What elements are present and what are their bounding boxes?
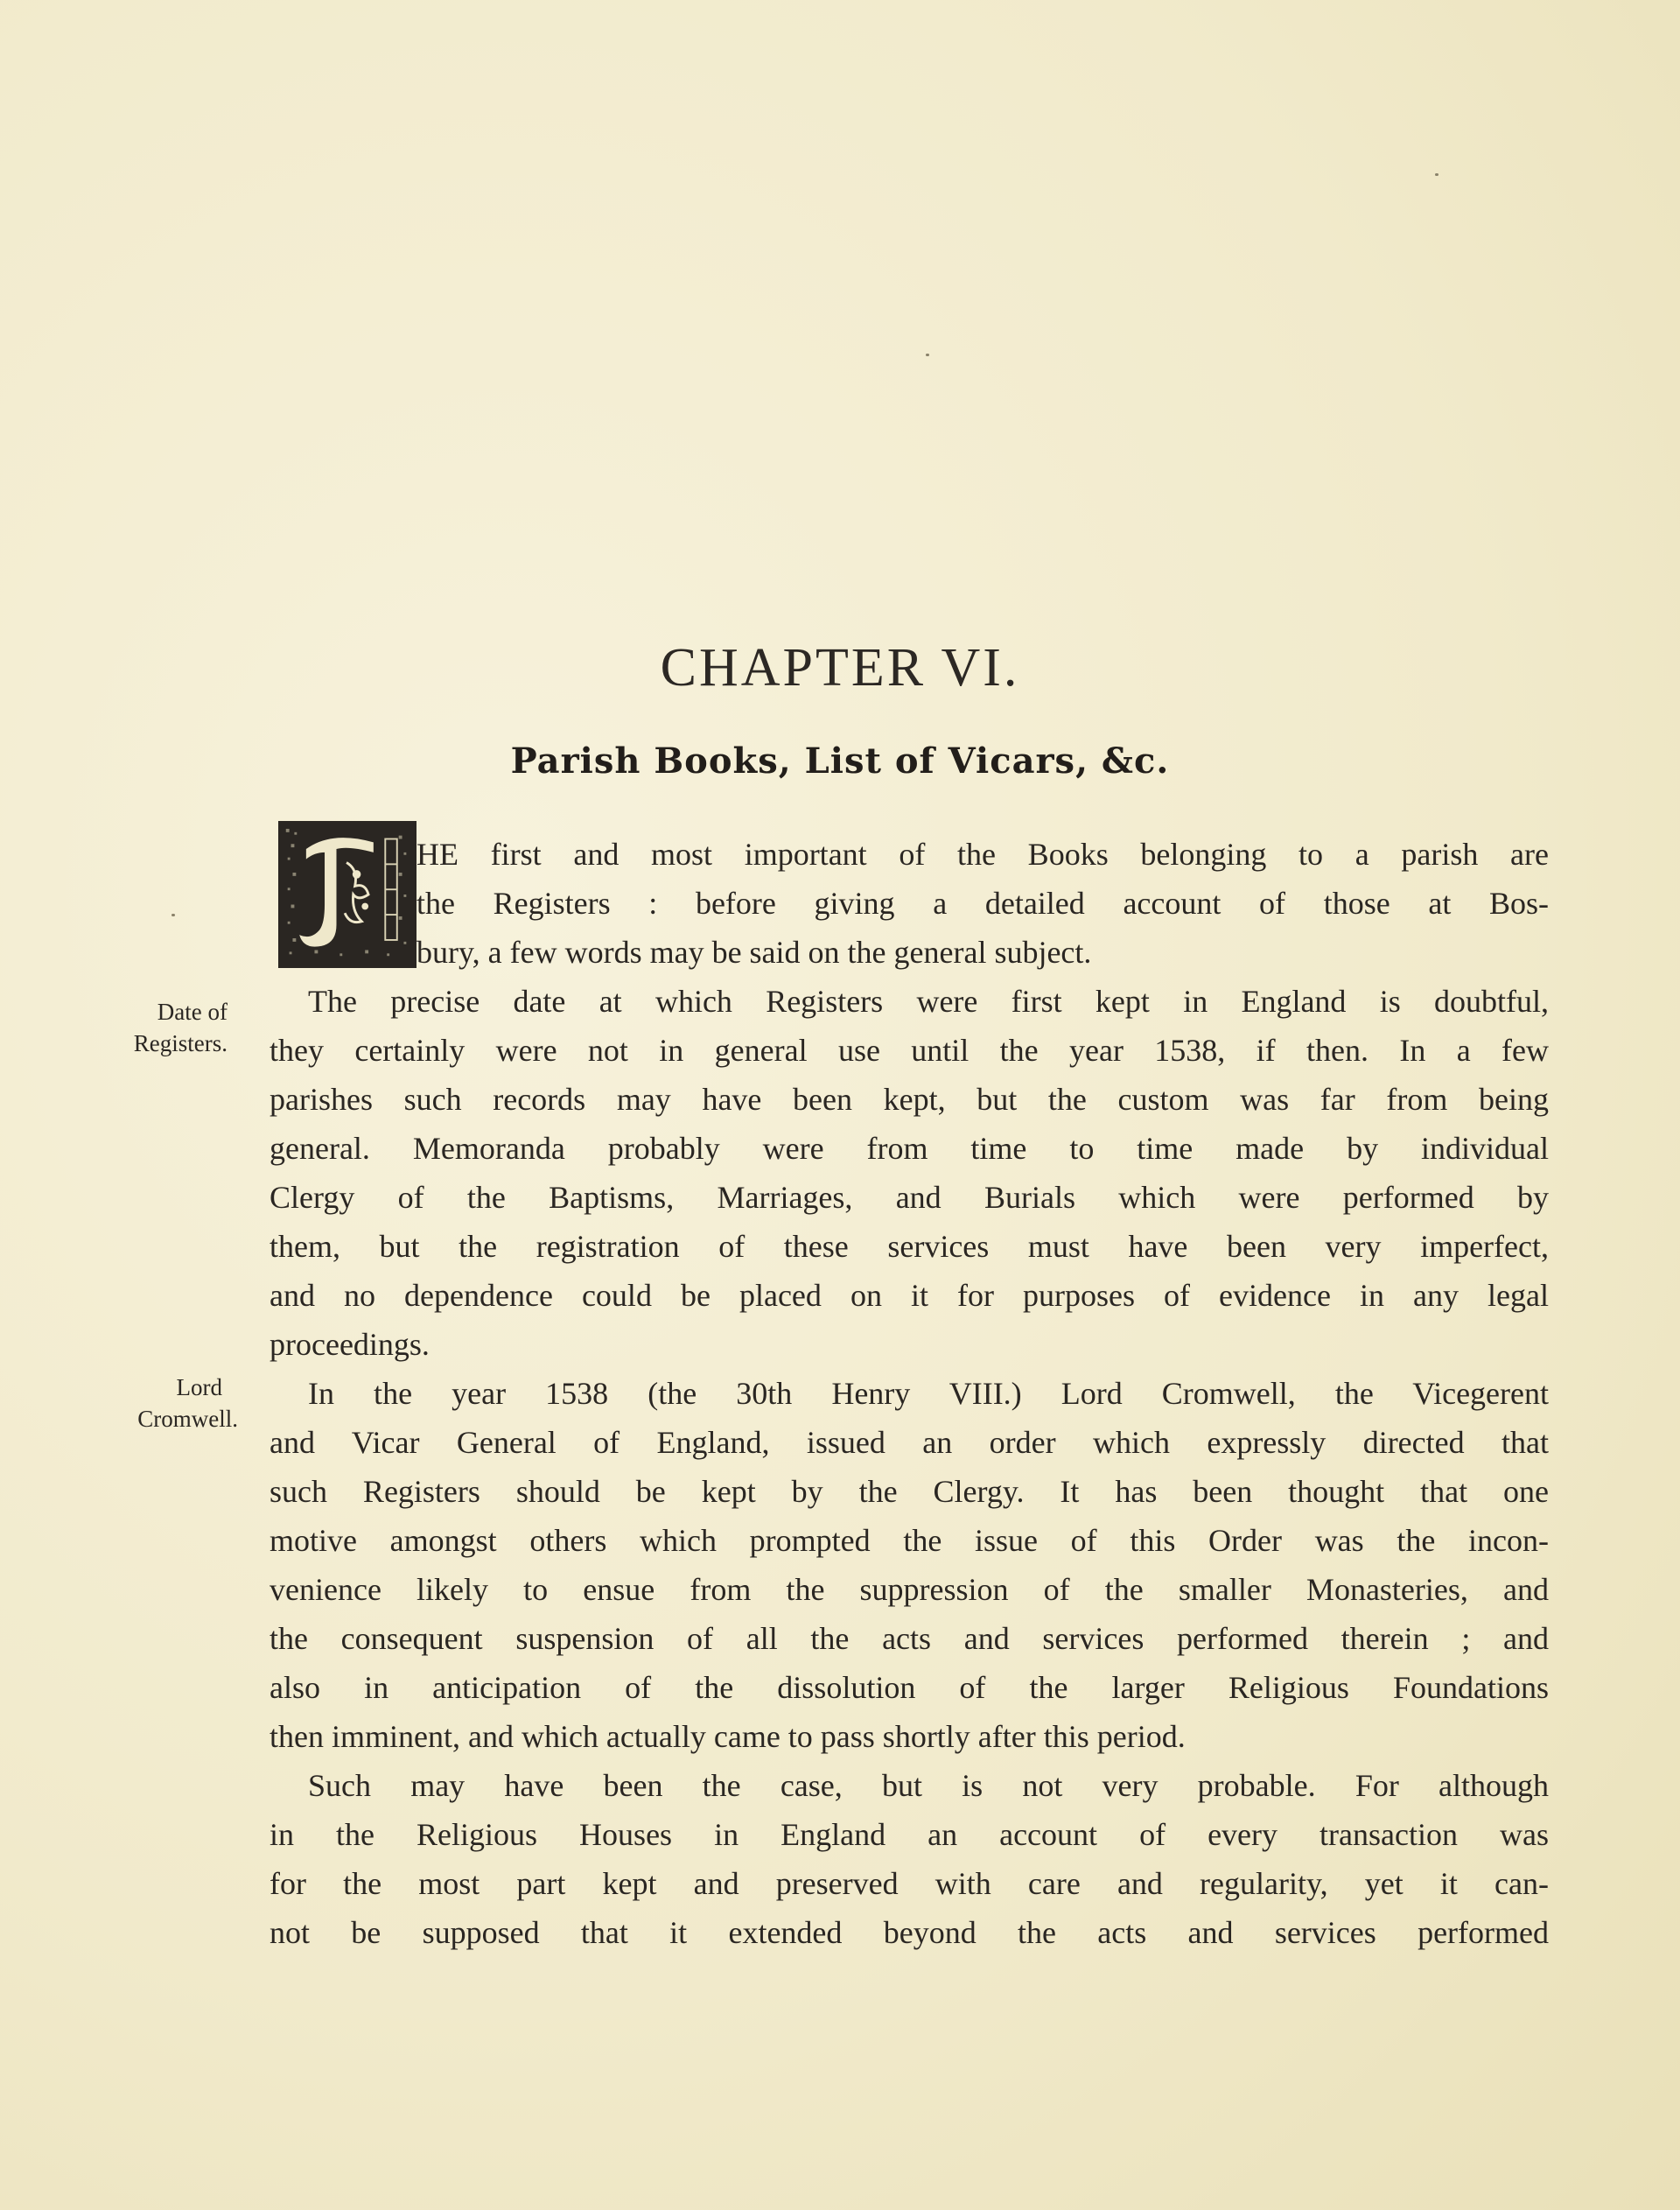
text-line: parishes such records may have been kept, but the custom was far from being bbox=[270, 1082, 1549, 1117]
text-line: for the most part kept and preserved with care and regularity, yet it can- bbox=[270, 1866, 1549, 1901]
text-line: in the Religious Houses in England an account of every transaction was bbox=[270, 1817, 1549, 1852]
chapter-subtitle: Parish Books, List of Vicars, &c. bbox=[510, 740, 1170, 782]
page-speck bbox=[926, 354, 929, 356]
text-line: also in anticipation of the dissolution of the larger Religious Foundations bbox=[270, 1670, 1549, 1705]
text-line: such Registers should be kept by the Clergy. It has been thought that one bbox=[270, 1474, 1549, 1509]
text-line: Clergy of the Baptisms, Marriages, and Burials which were performed by bbox=[270, 1180, 1549, 1215]
text-line: In the year 1538 (the 30th Henry VIII.) Lord Cromwell, the Vicegerent bbox=[308, 1376, 1549, 1411]
text-line: they certainly were not in general use until the year 1538, if then. In a few bbox=[270, 1033, 1549, 1068]
ornament-icon bbox=[281, 824, 414, 965]
text-line: then imminent, and which actually came to pass shortly after this period. bbox=[270, 1719, 1186, 1754]
text-line: the consequent suspension of all the acts and services performed therein ; and bbox=[270, 1621, 1549, 1656]
decorative-initial-t bbox=[278, 821, 416, 968]
text-line: motive amongst others which prompted the issue of this Order was the incon- bbox=[270, 1523, 1549, 1558]
margin-note-line: Date of bbox=[157, 999, 228, 1025]
margin-note-line: Cromwell. bbox=[137, 1406, 238, 1432]
text-line: venience likely to ensue from the suppression of the smaller Monasteries, and bbox=[270, 1572, 1549, 1607]
text-line: and no dependence could be placed on it for purposes of evidence in any legal bbox=[270, 1278, 1549, 1313]
text-line: and Vicar General of England, issued an order which expressly directed that bbox=[270, 1425, 1549, 1460]
text-line: the Registers : before giving a detailed account of those at Bos- bbox=[416, 886, 1549, 921]
paragraph-religious-houses bbox=[270, 1761, 1549, 1957]
page-speck bbox=[1435, 173, 1438, 176]
text-line: them, but the registration of these services must have been very imperfect, bbox=[270, 1229, 1549, 1264]
text-line: The precise date at which Registers were first kept in England is doubtful, bbox=[308, 984, 1549, 1019]
page-speck bbox=[172, 914, 175, 916]
text-line: HE first and most important of the Books belonging to a parish are bbox=[416, 837, 1549, 872]
text-line: bury, a few words may be said on the general subject. bbox=[416, 935, 1092, 970]
paragraph-date-of-registers bbox=[270, 977, 1549, 1369]
margin-note-line: Lord bbox=[176, 1374, 222, 1400]
text-line: Such may have been the case, but is not very probable. For although bbox=[308, 1768, 1549, 1803]
text-line: proceedings. bbox=[270, 1327, 430, 1362]
paragraph-lord-cromwell bbox=[270, 1369, 1549, 1761]
margin-note-lord-cromwell bbox=[88, 1372, 238, 1435]
margin-note-line: Registers. bbox=[133, 1030, 228, 1056]
text-line: not be supposed that it extended beyond the acts and services performed bbox=[270, 1915, 1549, 1950]
text-line: general. Memoranda probably were from time to time made by individual bbox=[270, 1131, 1549, 1166]
intro-paragraph bbox=[416, 830, 1549, 977]
margin-note-date-of-registers bbox=[88, 996, 228, 1059]
chapter-heading: CHAPTER VI. bbox=[660, 638, 1020, 698]
